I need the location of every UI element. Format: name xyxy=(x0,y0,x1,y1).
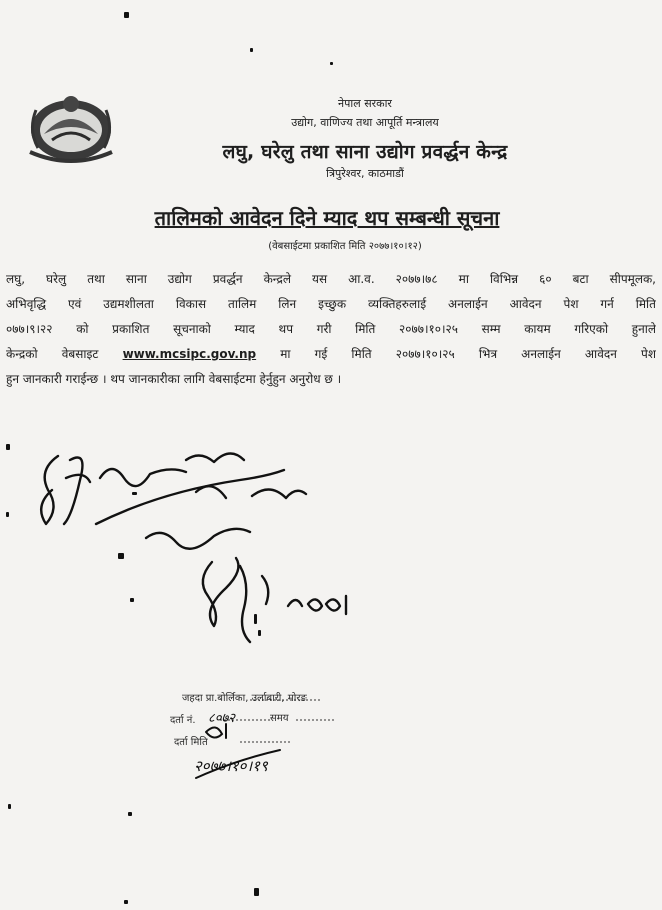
body-line-5: हुन जानकारी गराईन्छ । थप जानकारीका लागि वेबसाईटमा हेर्नुहुन अनुरोध छ । xyxy=(6,372,342,386)
body-line-2: अभिवृद्धि एवं उद्यमशीलता विकास तालिम लिन इच्छुक व्यक्तिहरुलाई अनलाईन आवेदन पेश गर्न मिति xyxy=(6,297,656,311)
nepal-emblem-icon xyxy=(22,90,120,164)
scan-speck xyxy=(132,492,137,495)
organization-address: त्रिपुरेश्वर, काठमाडौं xyxy=(326,167,404,180)
scan-speck xyxy=(124,900,128,904)
stamp-registration-label: दर्ता नं. xyxy=(170,715,196,726)
body-line-4-start: केन्द्रको वेबसाइट xyxy=(6,347,99,361)
stamp-registration-number: ८०७२ xyxy=(208,711,236,726)
body-line-4 xyxy=(6,345,656,362)
body-line-4-end: मा गई मिति २०७७।१०।२५ भित्र अनलाईन आवेदन पेश xyxy=(280,347,656,361)
scan-speck xyxy=(330,62,333,65)
scan-speck xyxy=(6,444,10,450)
stamp-time-label: समय xyxy=(270,713,289,724)
handwritten-signatures xyxy=(0,420,662,650)
organization-name: लघु, घरेलु तथा साना उद्योग प्रवर्द्धन केन्द्र xyxy=(222,141,508,163)
notice-title: तालिमको आवेदन दिने म्याद थप सम्बन्धी सूचना xyxy=(154,206,500,230)
body-line-1: लघु, घरेलु तथा साना उद्योग प्रवर्द्धन केन्द्रले यस आ.व. २०७७।७८ मा विभिन्न ६० बटा सीपमूलक, xyxy=(6,272,656,286)
registration-stamp xyxy=(0,670,662,800)
stamp-office: जहदा प्रा.बोर्लिका, उर्लाबारी, मोरङ xyxy=(182,693,307,704)
scan-speck xyxy=(250,48,253,52)
scan-speck xyxy=(124,12,129,18)
scan-speck xyxy=(130,598,134,602)
scan-speck xyxy=(258,630,261,636)
published-date: (वेबसाईटमा प्रकाशित मिति २०७७।१०।१२) xyxy=(268,241,422,252)
scan-speck xyxy=(254,888,259,896)
scan-speck xyxy=(8,804,11,809)
ministry-name: उद्योग, वाणिज्य तथा आपूर्ति मन्त्रालय xyxy=(291,116,439,129)
government-name: नेपाल सरकार xyxy=(338,97,392,110)
scan-speck xyxy=(128,812,132,816)
stamp-date-label: दर्ता मिति xyxy=(174,737,208,748)
scan-speck xyxy=(254,614,257,624)
body-line-3: ०७७।९।२२ को प्रकाशित सूचनाको म्याद थप गरी मिति २०७७।१०।२५ सम्म कायम गरिएको हुनाले xyxy=(6,322,656,336)
stamp-date-value: २०७७।१०।१९ xyxy=(194,757,268,775)
scan-speck xyxy=(6,512,9,517)
scan-speck xyxy=(118,553,124,559)
website-link[interactable]: www.mcsipc.gov.np xyxy=(122,347,257,361)
